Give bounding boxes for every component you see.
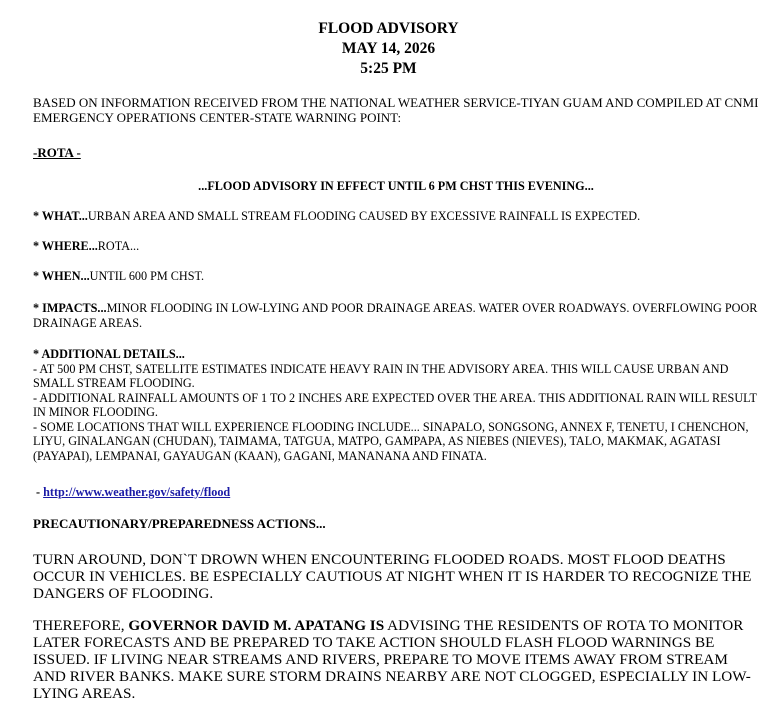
what-label: * WHAT... (33, 209, 88, 223)
details-label-text: * ADDITIONAL DETAILS... (33, 347, 185, 361)
when-text: UNTIL 600 PM CHST. (89, 269, 205, 283)
precaution-heading (33, 516, 759, 531)
link-line (36, 485, 759, 500)
therefore-prefix: THEREFORE, (33, 617, 129, 634)
advisory-time: 5:25 PM (360, 60, 417, 77)
details-label (33, 347, 759, 362)
details-item: - SOME LOCATIONS THAT WILL EXPERIENCE FLOODING INCLUDE... SINAPALO, SONGSONG, ANNEX F, TENETU, I CHENCHON, LIYU, GINALANGAN (CHUDAN), TAIMAMA, TATGUA, MATPO, GAMPAPA, AS NIEBES (NIEVES), TALO, MAKMAK, AGATASI (PAYAPAI), LEMPANAI, GAYAUGAN (KAAN), GAGANI, MANANANA AND FINATA. (33, 419, 749, 463)
location-label: -ROTA - (33, 145, 81, 160)
link-prefix: - (36, 485, 44, 499)
when-label: * WHEN... (33, 269, 90, 283)
therefore-paragraph (33, 617, 759, 702)
location-heading (33, 145, 759, 160)
where-line (33, 239, 759, 254)
governor-name: GOVERNOR DAVID M. APATANG IS (128, 617, 385, 634)
advisory-header (0, 0, 777, 79)
effect-line (33, 179, 759, 194)
where-label: * WHERE... (33, 239, 98, 253)
advisory-date: MAY 14, 2026 (341, 40, 436, 57)
impacts-text: MINOR FLOODING IN LOW-LYING AND POOR DRAINAGE AREAS. WATER OVER ROADWAYS. OVERFLOWING POOR DRAINAGE AREAS. (33, 301, 758, 330)
therefore-text: ADVISING THE RESIDENTS OF ROTA TO MONITOR LATER FORECASTS AND BE PREPARED TO TAKE ACTION SHOULD FLASH FLOOD WARNINGS BE ISSUED. IF LIVING NEAR STREAMS AND RIVERS, PREPARE TO MOVE ITEMS AWAY FROM STREAM AND RIVER BANKS. MAKE SURE STORM DRAINS NEARBY ARE NOT CLOGGED, ESPECIALLY IN LOW-LYING AREAS. (33, 617, 751, 702)
advisory-title: FLOOD ADVISORY (318, 20, 459, 37)
impacts-label: * IMPACTS... (33, 301, 107, 315)
safety-flood-link[interactable]: http://www.weather.gov/safety/flood (43, 485, 231, 499)
when-line (33, 269, 759, 284)
intro-paragraph: BASED ON INFORMATION RECEIVED FROM THE NATIONAL WEATHER SERVICE-TIYAN GUAM AND COMPILED AT CNMI EMERGENCY OPERATIONS CENTER-STATE WARNING POINT: (33, 95, 759, 125)
details-item: - ADDITIONAL RAINFALL AMOUNTS OF 1 TO 2 INCHES ARE EXPECTED OVER THE AREA. THIS ADDITIONAL RAIN WILL RESULT IN MINOR FLOODING. (33, 390, 757, 419)
effect-text: ...FLOOD ADVISORY IN EFFECT UNTIL 6 PM CHST THIS EVENING... (198, 179, 594, 193)
impacts-paragraph (33, 301, 759, 330)
details-block (33, 347, 759, 463)
turn-around-paragraph: TURN AROUND, DON`T DROWN WHEN ENCOUNTERING FLOODED ROADS. MOST FLOOD DEATHS OCCUR IN VEHICLES. BE ESPECIALLY CAUTIOUS AT NIGHT WHEN IT IS HARDER TO RECOGNIZE THE DANGERS OF FLOODING. (33, 551, 752, 602)
details-item: - AT 500 PM CHST, SATELLITE ESTIMATES INDICATE HEAVY RAIN IN THE ADVISORY AREA. THIS WILL CAUSE URBAN AND SMALL STREAM FLOODING. (33, 361, 729, 390)
precaution-heading-text: PRECAUTIONARY/PREPAREDNESS ACTIONS... (33, 516, 326, 531)
what-line (33, 209, 759, 224)
where-text: ROTA... (97, 239, 140, 253)
what-text: URBAN AREA AND SMALL STREAM FLOODING CAUSED BY EXCESSIVE RAINFALL IS EXPECTED. (87, 209, 641, 223)
